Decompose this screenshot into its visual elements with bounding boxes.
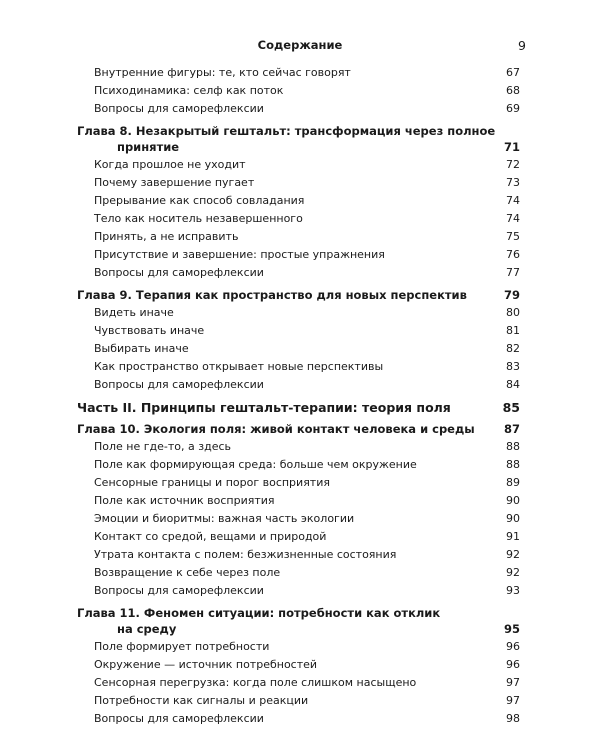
toc-entry-title: Поле как формирующая среда: больше чем окружение	[94, 458, 417, 471]
toc-entry-page: 74	[506, 194, 520, 207]
toc-entry-title: Поле не где-то, а здесь	[94, 440, 231, 453]
toc-entry-title: Окружение — источник потребностей	[94, 658, 318, 671]
toc-entry-title: Вопросы для саморефлексии	[94, 712, 264, 725]
page-title: Содержание	[257, 38, 343, 52]
toc-entry-page: 88	[506, 440, 520, 453]
toc-entry-page: 82	[506, 342, 520, 355]
toc-entry-title: Присутствие и завершение: простые упражнения	[94, 248, 385, 261]
toc-entry-page: 93	[506, 584, 520, 597]
toc-entry-page: 68	[506, 84, 520, 97]
toc-entry-page: 90	[506, 494, 520, 507]
toc-entry-title: Вопросы для саморефлексии	[94, 378, 264, 391]
toc-entry-page: 72	[506, 158, 520, 171]
toc-entry-title: Когда прошлое не уходит	[94, 158, 246, 171]
toc-entry-page: 92	[506, 548, 520, 561]
toc-entry-title: Тело как носитель незавершенного	[94, 212, 303, 225]
running-header	[0, 38, 600, 56]
toc-entry-page: 67	[506, 66, 520, 79]
toc-entry-title: Принять, а не исправить	[94, 230, 239, 243]
toc-entry-title: Выбирать иначе	[94, 342, 189, 355]
toc-entry-page: 69	[506, 102, 520, 115]
page-number: 9	[518, 38, 526, 53]
toc-entry-page: 74	[506, 212, 520, 225]
toc-entry-title: Утрата контакта с полем: безжизненные состояния	[94, 548, 397, 561]
toc-entry-title: Поле формирует потребности	[94, 640, 270, 653]
toc-entry-page: 92	[506, 566, 520, 579]
toc-entry-title: Потребности как сигналы и реакции	[94, 694, 309, 707]
toc-entry-page: 97	[506, 676, 520, 689]
toc-entry-title: Сенсорные границы и порог восприятия	[94, 476, 330, 489]
toc-entry-title: Внутренние фигуры: те, кто сейчас говорят	[94, 66, 351, 79]
toc-entry-title: Часть II. Принципы гештальт-терапии: теория поля	[77, 400, 451, 415]
toc-entry-title: Вопросы для саморефлексии	[94, 266, 264, 279]
toc-entry-page: 79	[503, 288, 520, 302]
toc-entry-page: 96	[506, 658, 520, 671]
toc-entry-title: Прерывание как способ совладания	[94, 194, 305, 207]
toc-entry-page: 75	[506, 230, 520, 243]
toc-entry-title: Вопросы для саморефлексии	[94, 584, 264, 597]
toc-entry-title: Глава 9. Терапия как пространство для новых перспектив	[77, 288, 467, 302]
toc-entry-page: 81	[506, 324, 520, 337]
toc-entry-title: Почему завершение пугает	[94, 176, 255, 189]
toc-entry-page: 90	[506, 512, 520, 525]
toc-entry-page: 87	[503, 422, 520, 436]
toc-entry-page: 77	[506, 266, 520, 279]
toc-entry-page: 80	[506, 306, 520, 319]
toc-entry-page: 97	[506, 694, 520, 707]
toc-entry-title: Глава 10. Экология поля: живой контакт человека и среды	[77, 422, 475, 436]
toc-entry-title: Чувствовать иначе	[94, 324, 205, 337]
toc-entry-page: 71	[503, 140, 520, 154]
toc-entry-page: 85	[502, 400, 520, 415]
toc-entry-title: Поле как источник восприятия	[94, 494, 275, 507]
toc-entry-title: Видеть иначе	[94, 306, 174, 319]
toc-entry-page: 95	[503, 622, 520, 636]
toc-entry-page: 84	[506, 378, 520, 391]
toc-entry-page: 89	[506, 476, 520, 489]
toc-entry-title: принятие	[117, 140, 180, 154]
toc-entry-title: Возвращение к себе через поле	[94, 566, 281, 579]
toc-entry-page: 83	[506, 360, 520, 373]
toc-entry-title: Вопросы для саморефлексии	[94, 102, 264, 115]
toc-entry-title: Эмоции и биоритмы: важная часть экологии	[94, 512, 355, 525]
toc-entry-page: 91	[506, 530, 520, 543]
toc-entry-title: Глава 11. Феномен ситуации: потребности как отклик	[77, 606, 441, 620]
toc-entry-title: Глава 8. Незакрытый гештальт: трансформация через полное	[77, 124, 496, 138]
toc-entry-page: 88	[506, 458, 520, 471]
toc-entry-title: Психодинамика: селф как поток	[94, 84, 284, 97]
toc-entry-page: 96	[506, 640, 520, 653]
toc-entry-page: 73	[506, 176, 520, 189]
toc-entry-title: Сенсорная перегрузка: когда поле слишком насыщено	[94, 676, 417, 689]
toc-entry-page: 76	[506, 248, 520, 261]
toc-entry-title: на среду	[117, 622, 177, 636]
toc-entry-page: 98	[506, 712, 520, 725]
toc-entry-title: Контакт со средой, вещами и природой	[94, 530, 327, 543]
toc-entry-title: Как пространство открывает новые перспективы	[94, 360, 384, 373]
